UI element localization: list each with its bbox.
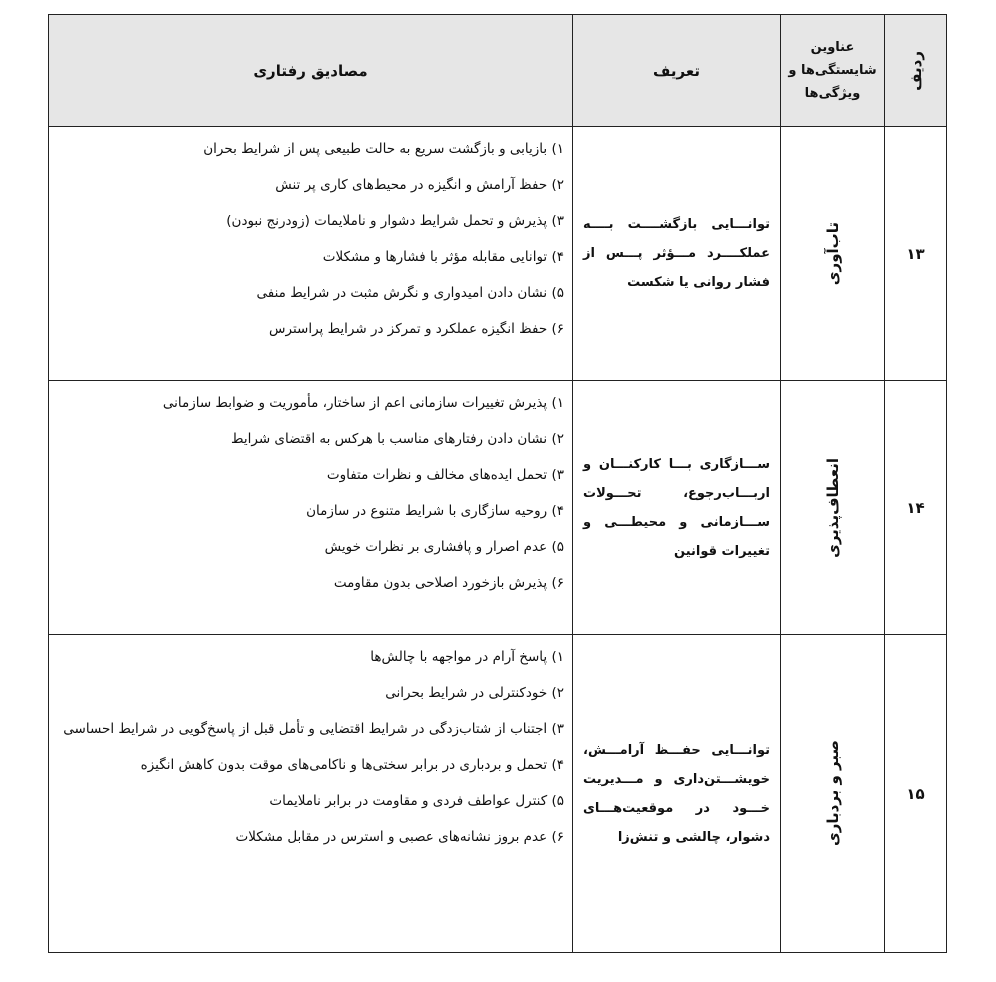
row-title-cell [781,127,885,381]
behavior-item: ۱) پاسخ آرام در مواجهه با چالش‌ها [370,649,564,665]
behavior-item: ۵) نشان دادن امیدواری و نگرش مثبت در شرایط منفی [256,285,564,301]
header-title: عناوین شایستگی‌ها و ویژگی‌ها [781,15,885,127]
table-row [49,381,947,635]
row-title: تاب‌آوری [823,221,842,286]
header-definition: تعریف [573,15,781,127]
behavior-item: ۳) پذیرش و تحمل شرایط دشوار و ناملایمات (زودرنج نبودن) [226,213,564,229]
behavior-item: ۶) عدم بروز نشانه‌های عصبی و استرس در مقابل مشکلات [235,829,564,845]
row-title-cell [781,381,885,635]
behavior-item: ۲) نشان دادن رفتارهای مناسب با هرکس به اقتضای شرایط [231,431,564,447]
row-behaviors [49,635,573,953]
behavior-item: ۴) روحیه سازگاری با شرایط متنوع در سازمان [306,503,564,519]
row-number: ۱۳ [885,127,947,381]
row-number: ۱۵ [885,635,947,953]
behavior-item: ۱) بازیابی و بازگشت سریع به حالت طبیعی پس از شرایط بحران [203,141,564,157]
row-behaviors [49,381,573,635]
behavior-item: ۳) اجتناب از شتاب‌زدگی در شرایط اقتضایی و تأمل قبل از پاسخ‌گویی در شرایط احساسی [63,721,564,737]
row-behaviors [49,127,573,381]
row-title: انعطاف‌پذیری [823,457,842,558]
row-definition: توانـــایی بازگشــــت بــــه عملکــــرد مـــؤثر پـــس از فشار روانی یا شکست [573,127,781,381]
behavior-item: ۶) پذیرش بازخورد اصلاحی بدون مقاومت [333,575,564,591]
behavior-item: ۵) کنترل عواطف فردی و مقاومت در برابر ناملایمات [269,793,564,809]
behavior-item: ۱) پذیرش تغییرات سازمانی اعم از ساختار، مأموریت و ضوابط سازمانی [162,395,564,411]
table-row [49,127,947,381]
row-title: صبر و بردباری [823,740,842,847]
row-definition: ســـازگاری بـــا کارکنـــان و اربـــاب‌رجوع، تحـــولات ســـازمانی و محیطـــی و تغییرات قوانین [573,381,781,635]
row-number: ۱۴ [885,381,947,635]
row-title-cell [781,635,885,953]
behavior-item: ۲) خودکنترلی در شرایط بحرانی [385,685,564,701]
header-row [49,15,947,127]
behavior-item: ۵) عدم اصرار و پافشاری بر نظرات خویش [324,539,564,555]
behavior-item: ۳) تحمل ایده‌های مخالف و نظرات متفاوت [326,467,564,483]
behavior-item: ۴) توانایی مقابله مؤثر با فشارها و مشکلات [322,249,564,265]
row-definition: توانـــایی حفـــظ آرامـــش، خویشـــتن‌داری و مـــدیریت خـــود در موقعیت‌هـــای دشوار، چالشی و تنش‌زا [573,635,781,953]
header-row-number: ردیف [885,15,947,127]
behavior-item: ۲) حفظ آرامش و انگیزه در محیط‌های کاری پر تنش [275,177,564,193]
behavior-item: ۶) حفظ انگیزه عملکرد و تمرکز در شرایط پراسترس [269,321,564,337]
behavior-item: ۴) تحمل و بردباری در برابر سختی‌ها و ناکامی‌های موقت بدون کاهش انگیزه [140,757,564,773]
header-behaviors: مصادیق رفتاری [49,15,573,127]
competency-table [48,14,947,953]
table-row [49,635,947,953]
